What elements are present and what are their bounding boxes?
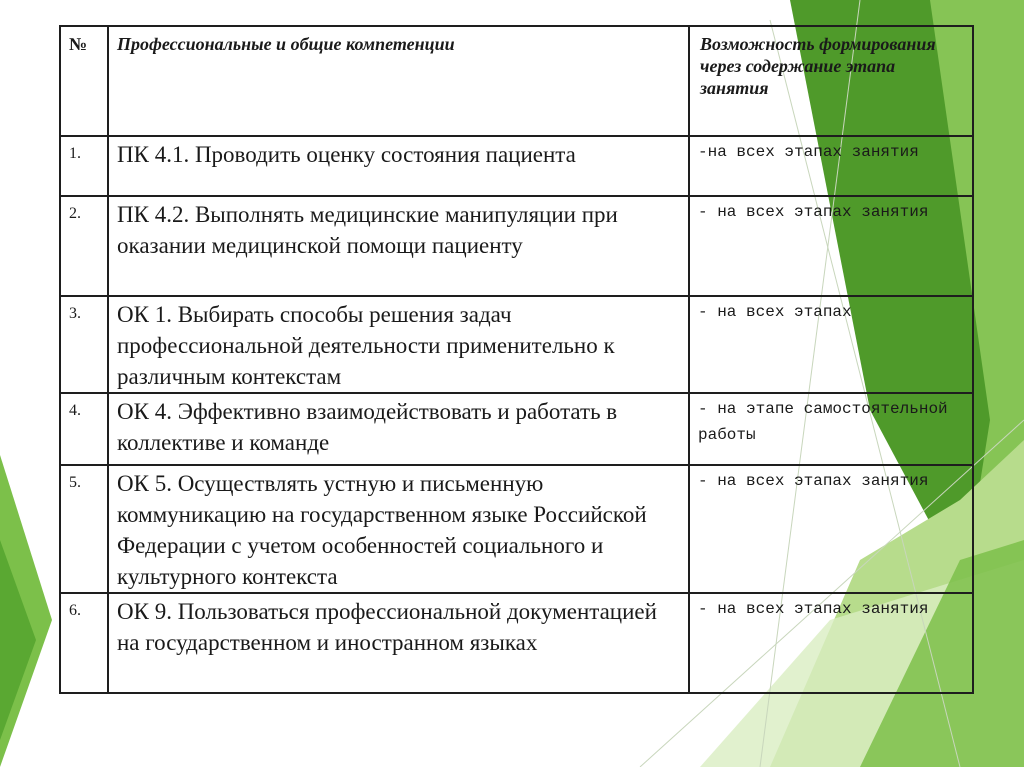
table-row — [60, 136, 973, 196]
row-stage: -на всех этапах занятия — [689, 136, 973, 196]
row-stage: - на этапе самостоятельной работы — [689, 393, 973, 465]
row-competency: ПК 4.1. Проводить оценку состояния пациента — [108, 136, 689, 196]
table-header-row — [60, 26, 973, 136]
header-number: № — [60, 26, 108, 136]
competencies-table — [59, 25, 974, 694]
row-stage: - на всех этапах занятия — [689, 593, 973, 693]
row-number: 2. — [60, 196, 108, 296]
row-competency: ОК 1. Выбирать способы решения задач профессиональной деятельности применительно к различным контекстам — [108, 296, 689, 393]
table-row — [60, 393, 973, 465]
row-number: 1. — [60, 136, 108, 196]
row-competency: ОК 9. Пользоваться профессиональной документацией на государственном и иностранном языках — [108, 593, 689, 693]
row-stage: - на всех этапах — [689, 296, 973, 393]
row-competency: ОК 5. Осуществлять устную и письменную коммуникацию на государственном языке Российской Федерации с учетом особенностей социального и культурного контекста — [108, 465, 689, 593]
row-number: 5. — [60, 465, 108, 593]
row-number: 6. — [60, 593, 108, 693]
row-number: 3. — [60, 296, 108, 393]
row-stage: - на всех этапах занятия — [689, 465, 973, 593]
table-row — [60, 465, 973, 593]
row-competency: ОК 4. Эффективно взаимодействовать и работать в коллективе и команде — [108, 393, 689, 465]
table-row — [60, 593, 973, 693]
row-competency: ПК 4.2. Выполнять медицинские манипуляции при оказании медицинской помощи пациенту — [108, 196, 689, 296]
header-competencies: Профессиональные и общие компетенции — [108, 26, 689, 136]
row-stage: - на всех этапах занятия — [689, 196, 973, 296]
table-row — [60, 296, 973, 393]
row-number: 4. — [60, 393, 108, 465]
header-stage: Возможность формирования через содержание этапа занятия — [689, 26, 973, 136]
table-row — [60, 196, 973, 296]
